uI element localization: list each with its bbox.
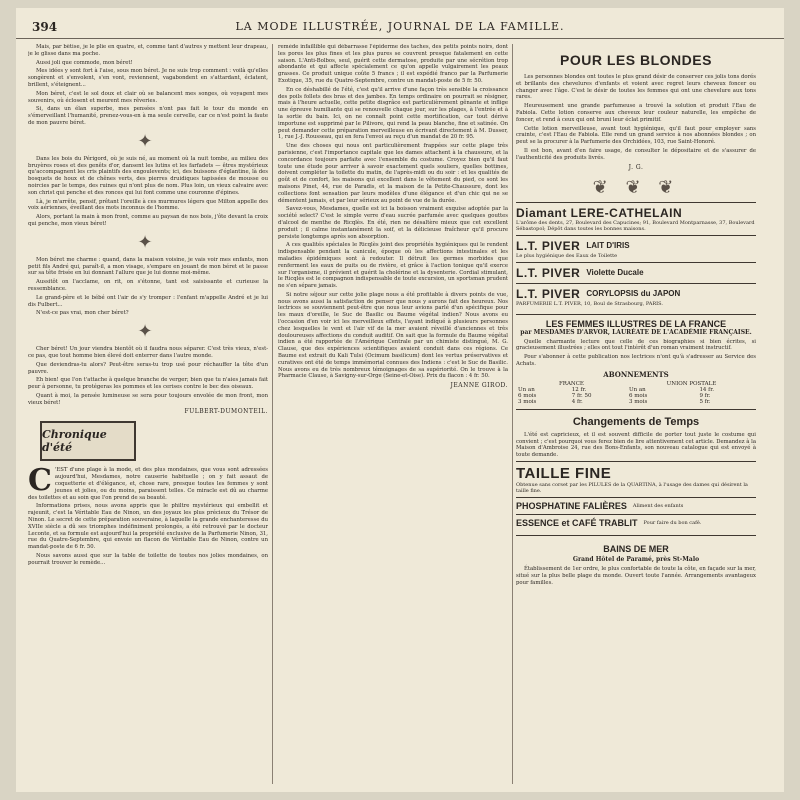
blondes-signature: J. G. [628, 163, 644, 171]
article-paragraph: Mon béret, c'est le sol doux et clair où se balancent mes songes, où voyagent mes souvenirs, où éclosent et meurent mes rêveries. [28, 90, 268, 104]
divider [516, 409, 756, 410]
divider-ornament: ❦ ❦ ❦ [592, 176, 680, 198]
femmes-subtitle: par MESDAMES D'ARVOR, LAURÉATE DE L'ACADÉMIE FRANÇAISE. [520, 328, 752, 336]
chronique-paragraph: Savez-vous, Mesdames, quelle est ici la boisson vraiment exquise adoptée par la société select? C'est le simple verre d'eau sucrée parfumée avec quelques gouttes d'alcool de menthe de Ricqlès. En été, rien ne désaltère mieux que cet excellent produit ; il calme instantanément la soif, et la délicieuse fraîcheur qu'il procure persiste longtemps après son absorption. [278, 206, 508, 240]
article-paragraph: Aussitôt on l'acclame, on rit, on s'étonne, tant est saisissante et curieuse la ressemblance. [28, 279, 268, 292]
author-signature: JEANNE GIROD. [450, 382, 508, 390]
chronique-paragraph: remède infaillible qui débarrasse l'épiderme des taches, des petits points noirs, dont les pores les plus fines et les plus pures se couvrent presque fatalement en cette saison. L'Anti-Bolbos, seul, guérit cette dermatose, produite par une sécrétion trop abondante et qui affecte spécialement ce qu'on appelle vulgairement les peaux grasses. Ce produit unique coûte 5 francs ; il est expédié franco par la Parfumerie Exotique, 35, rue du Quatre-Septembre, contre un mandat-poste de 5 fr. 50. [278, 44, 508, 84]
running-title: LA MODE ILLUSTRÉE, JOURNAL DE LA FAMILLE. [235, 20, 565, 33]
author-signature: FULBERT-DUMONTEIL. [184, 408, 268, 416]
article-paragraph: Mon béret me charme : quand, dans la maison voisine, je vais voir mes enfants, mon petit fils André qui, paraît-il, a mon visage, s'empare en jouant de mon béret et le passe sur sa tête frisée en lui donnant l'allure que je lui donne moi-même. [28, 256, 268, 277]
ad-piver-corylopsis [516, 283, 756, 310]
abonnements-table [516, 381, 756, 405]
blondes-paragraph: Il est bon, avant d'en faire usage, de consulter le dépositaire et de s'assurer de l'authenticité des produits livrés. [516, 147, 756, 161]
article-paragraph: Eh bien! que l'on t'attache à quelque branche de verger; bien que tu n'aies jamais fait peur à personne, tu protégeras les pommes et les cerises contre le bec des oiseaux. [28, 377, 268, 391]
abon-cell: 3 mois [518, 398, 537, 405]
ad-taille-fine [516, 461, 756, 497]
column-left [28, 44, 268, 784]
abon-cell: 6 mois [518, 392, 537, 399]
blondes-paragraph: Les personnes blondes ont toutes le plus grand désir de conserver ces jolis tons dorés et brillants des chevelures d'enfants et voient avec regret leurs cheveux foncer ou changer avec l'âge. C'est le désir de toutes les femmes qui ont une chevelure aux tons rares. [516, 74, 756, 101]
ad-essence-cafe [516, 514, 756, 531]
article-paragraph: Mes idées y sont fort à l'aise, sous mon béret. Je ne suis trop comment : voilà qu'elles songèrent et s'envolent, s'en vont, reviennent, vagabondent en s'attardant, éclatent, brillent, s'éteignent... [28, 68, 268, 88]
changements-paragraph: L'été est capricieux, et il est souvent difficile de porter tout juste le costume qui convient ; c'est pourquoi vous ferez bien de lire attentivement cet article. Demandez à la Maison d'Ambroise 24, rue des Bons-Enfants, son nouveau catalogue qui est envoyé à toute demande. [516, 431, 756, 459]
ad-phosphatine [516, 497, 756, 514]
bains-heading: BAINS DE MER [603, 543, 669, 554]
article-paragraph: Le grand-père et le bébé ont l'air de s'y tromper : l'enfant m'appelle André et je lui dis Fulbert... [28, 294, 268, 308]
chronique-text: 'EST d'une plage à la mode, et des plus mondaines, que vous sont adressées aujourd'hui, Mesdames, notre causerie habituelle ; on y fait assaut de coquetterie et d'élégance, et, chose rare, presque toutes les femmes y sont jeunes et jolies, ou du moins, paraissent telles. Ce miracle est dû au charme des toilettes et au soin que l'on prend de sa beauté. [28, 467, 268, 501]
ad-piver-violette [516, 262, 756, 283]
ad-brand: PHOSPHATINE FALIÈRES [516, 500, 627, 511]
abon-cell: 5 fr. [699, 398, 711, 405]
page-number: 394 [32, 20, 58, 34]
ad-text: Pour faire du bon café. [643, 519, 702, 526]
article-paragraph: Que deviendras-tu alors? Peut-être seras-tu trop usé pour réchauffer la tête d'un pauvre. [28, 361, 268, 375]
table-row [516, 399, 756, 405]
abon-cell: 6 mois [628, 392, 648, 399]
abon-cell: Un an [628, 386, 646, 393]
abon-cell: 7 fr. 50 [571, 392, 592, 399]
newspaper-page [16, 8, 784, 792]
abon-cell: 12 fr. [571, 386, 587, 393]
ad-product: CORYLOPSIS du JAPON [586, 289, 681, 299]
ad-brand: L.T. PIVER [516, 265, 581, 280]
article-paragraph: Alors, portant la main à mon front, comme au paysan de nos bois, j'ôte devant la croix qui penche, mon vieux béret! [28, 214, 268, 227]
section-ornament: ✦ [137, 321, 159, 343]
article-paragraph: Quant à moi, la pensée lumineuse se sera pour toujours envolée de mon front, mon vieux béret! [28, 392, 268, 406]
section-ornament: ✦ [137, 130, 159, 152]
article-paragraph: N'est-ce pas vrai, mon cher béret? [36, 310, 129, 317]
abon-cell: 14 fr. [699, 386, 714, 393]
blondes-heading: POUR LES BLONDES [560, 52, 712, 68]
article-paragraph: Mais, par bêtise, je le plie en quatre, et, comme tant d'autres y mettent leur drapeau, je le glisse dans ma poche. [28, 44, 268, 57]
abon-head-union: UNION POSTALE [666, 380, 717, 387]
ad-lere-cathelain [516, 202, 756, 235]
ad-brand: ESSENCE et CAFÉ TRABLIT [516, 517, 638, 528]
femmes-paragraph: Quelle charmante lecture que celle de ces biographies si bien écrites, si gracieusement illustrées ; elles ont tout l'intérêt d'un roman vraiment instructif. [516, 338, 756, 352]
ad-product: LAIT D'IRIS [586, 241, 630, 251]
abon-cell: 4 fr. [571, 398, 583, 405]
chronique-paragraph: Une des choses qui nous ont particulièrement frappées sur cette plage très parisienne, c'est l'importance capitale que les dames attachent à la chaussure, et la concordance toujours parfaite avec l'ensemble du costume. Croyez bien qu'il faut toute une étude pour arriver à savoir exactement quels souliers, quelles bottines, doivent compléter la toilette du matin, de l'après-midi ou du soir : et les qualités de goût et de confort, les maisons qui excellent dans le vêtement du pied, ce sont les maisons Pinet, 44, rue de Paradis, et la maison de la Petite-Chaussure, dont les collections font sensation par leurs modèles d'une élégance et d'un chic qui ne se démentent jamais, et par leur sérieux au point de vue de la durée. [278, 143, 508, 204]
divider [516, 535, 756, 536]
abon-cell: 3 mois [628, 398, 648, 405]
chronique-paragraph: Si notre séjour sur cette jolie plage nous a été profitable à divers points de vue, nous avons aussi la satisfaction de penser que nous y aurons fait des heureux. Nos lectrices se souviennent peut-être que nous leur avions parlé d'un spécifique pour les maux d'oreille, le Suc de Basilic ou Baume végétal indien? Nous avons eu l'occasion d'en voir ici les merveilleux effets, l'ayant indiqué à plusieurs personnes chez lesquelles le vent et l'air vif de la mer avaient réveillé d'anciennes et très douloureuses affections du conduit auditif. On sait que la formule du Baume végétal indien a été rapportée de l'Amérique Centrale par un chimiste distingué, M. G. Clause, que des expériences scientifiques avaient conduit dans ces régions. Ce Baume est extrait du Kali Tulsi (Ocimum basilicum) dont les vertus préservatives et curatives ont été de temps immémorial connues des Indiens : c'est le Suc de Basilic. Nous avons eu de très nombreux témoignages de sa supériorité. On le trouve à la Pharmacie Clause, à Savigny-sur-Orge (Seine-et-Oise). Prix du flacon : 4 fr. 50. [278, 291, 508, 380]
abon-head-france: FRANCE [558, 380, 584, 387]
article-paragraph: Là, je m'arrête, pensif, prêtant l'oreille à ces murmures légers que Milton appelle des voix aériennes, éveillant des mots inconnus de l'homme. [28, 198, 268, 212]
ad-text: PARFUMERIE L.T. PIVER, 10, Boul de Strasbourg, PARIS. [516, 300, 663, 307]
blondes-paragraph: Cette lotion merveilleuse, avant tout hygiénique, qu'il faut pour employer sans crainte, c'est l'Eau de Fabiola. Elle rend un grand service à nos abonnées blondes ; on peut se la procurer à la Parfumerie des Orchidées, 103, rue Saint-Honoré. [516, 125, 756, 146]
article-paragraph: Cher béret! Un jour viendra bientôt où il faudra nous séparer. C'est très vieux, n'est-ce pas, que tout homme bien élevé doit enterrer dans l'autre monde. [28, 346, 268, 359]
abon-cell: Un an [518, 386, 535, 393]
bains-paragraph: Établissement de 1er ordre, le plus confortable de toute la côte, en façade sur la mer, situé sur la plus belle plage du monde. Ouvert toute l'année. Arrangements avantageux pour familles. [516, 565, 756, 586]
ad-text: L'arôme des dents, 27, Boulevard des Capucines; 91, Boulevard Montparnasse, 37, Boulevard Sébastopol; Dépôt dans toutes les bonnes maisons. [516, 219, 755, 232]
section-ornament: ✦ [137, 231, 159, 253]
chronique-paragraph: En ce déshabillé de l'été, c'est qu'il arrive d'une façon très sensible la croissance des poils follets des bras et des jambes. En temps ordinaire on pourrait se résigner, mais à l'heure actuelle, cette petite disgrâce est particulièrement gênante et inflige une épreuve humiliante qui se renouvelle chaque jour, sur les plages, à l'entrée et à la sortie du bain. Ici, on ne connaît point cette mortification, car tout dérive importune est supprimé par le Pilivore, qui rend la peau blanche, fine et satinée. On peut demander cette préparation merveilleuse en écrivant directement à M. Dusser, 1, rue J.-J. Rousseau, qui en fera l'envoi au reçu d'un mandat de 20 fr. 95. [278, 86, 508, 141]
ad-brand: L.T. PIVER [516, 286, 581, 301]
ad-brand: TAILLE FINE [516, 464, 612, 482]
article-paragraph: Aussi joli que commode, mon béret! [36, 59, 133, 66]
abon-cell: 9 fr. [699, 392, 711, 399]
column-right [516, 44, 756, 784]
chronique-paragraph: A ces qualités spéciales le Ricqlès joint des propriétés hygiéniques qui le rendent indispensable pendant la canicule, époque où les affections intestinales et les maladies épidémiques sont à redouter. Il détruit les germes morbides que renferment les eaux de puits ou de rivière, et grâce à l'action tonique qu'il exerce sur l'organisme, il prévient et guérit la cholérine et la dysenterie. Cordial stimulant, le Ricqlès est le compagnon indispensable de toute excursion, un sportsman prudent ne s'en sépare jamais. [278, 242, 508, 290]
ad-text: Aliment des enfants [632, 502, 684, 509]
chronique-title-vignette [40, 421, 136, 461]
chronique-paragraph: Informations prises, nous avons appris que le philtre mystérieux qui embellit et rajeunit, c'est la Véritable Eau de Ninon, un des joyaux les plus précieux du Trésor de Ninon. Le secret de cette préparation souveraine, à laquelle la grande enchanteresse du XVIIe siècle a dû ses triomphes indéfiniment prolongés, a été retrouvé par le docteur Leconte, et sa formule est aujourd'hui la propriété exclusive de la Parfumerie Ninon, 31, rue du Quatre-Septembre, qui envoie un flacon de Véritable Eau de Ninon, contre un mandat-poste de 6 fr. 50. [28, 503, 268, 551]
femmes-paragraph: Pour s'abonner à cette publication nos lectrices n'ont qu'à s'adresser au Service des Achats. [516, 354, 756, 367]
blondes-paragraph: Heureusement une grande parfumeuse a trouvé la solution et produit l'Eau de Fabiola. Cette lotion conserve aux cheveux leur couleur naturelle, les empêche de foncer, et rend à ceux qui ont bruni leur éclat primitif. [516, 103, 756, 123]
ad-text: Obtenue sans corset par les PILULES de la QUARTINA, à l'usage des dames qui désirent la taille fine. [516, 481, 748, 494]
bains-subtitle: Grand Hôtel de Paramé, près St-Malo [572, 555, 700, 563]
divider [516, 314, 756, 315]
abonnements-heading: ABONNEMENTS [603, 369, 669, 379]
changements-heading: Changements de Temps [572, 415, 700, 428]
ad-brand: L.T. PIVER [516, 238, 581, 253]
ad-product: Violette Ducale [586, 268, 644, 278]
page-header [16, 16, 784, 39]
chronique-paragraph [28, 463, 268, 501]
ad-brand: Diamant LERE-CATHELAIN [516, 205, 683, 220]
chronique-title: Chronique d'été [42, 428, 107, 455]
article-paragraph: Si, dans un élan superbe, mes pensées n'ont pas fait le tour du monde en s'émerveillant l'humanité, prenez-vous-en à ma seule cervelle, car ce n'est point la faute de mon pauvre béret. [28, 106, 268, 126]
femmes-heading: LES FEMMES ILLUSTRES DE LA FRANCE [545, 318, 727, 329]
article-paragraph: Dans les bois du Périgord, où je suis né, au moment où la nuit tombe, au milieu des bruyères roses et des genêts d'or, dansent les lutins et les farfadets — êtres mystérieux qu'accompagnent les cris plaintifs des engoulevents; ici, des buissons d'églantine, là des bosquets de houx et de chênes verts, des pierres druidiques tapissées de mousse ou noircies par le temps, des ruines qui n'ont plus de nom. Plus loin, un vieux calvaire avec son christ qui penche et des ronces qui lui font comme une couronne d'épines. [28, 155, 268, 196]
column-middle [278, 44, 508, 784]
ad-text: Le plus hygiénique des Eaux de Toilette [516, 252, 618, 259]
column-rule [272, 44, 273, 784]
ad-piver-lait-iris [516, 235, 756, 262]
drop-cap: C [28, 463, 52, 499]
chronique-paragraph: Nous savons aussi que sur la table de toilette de toutes nos jolies mondaines, on pourrait trouver le remède... [28, 553, 268, 566]
column-rule [512, 44, 513, 784]
